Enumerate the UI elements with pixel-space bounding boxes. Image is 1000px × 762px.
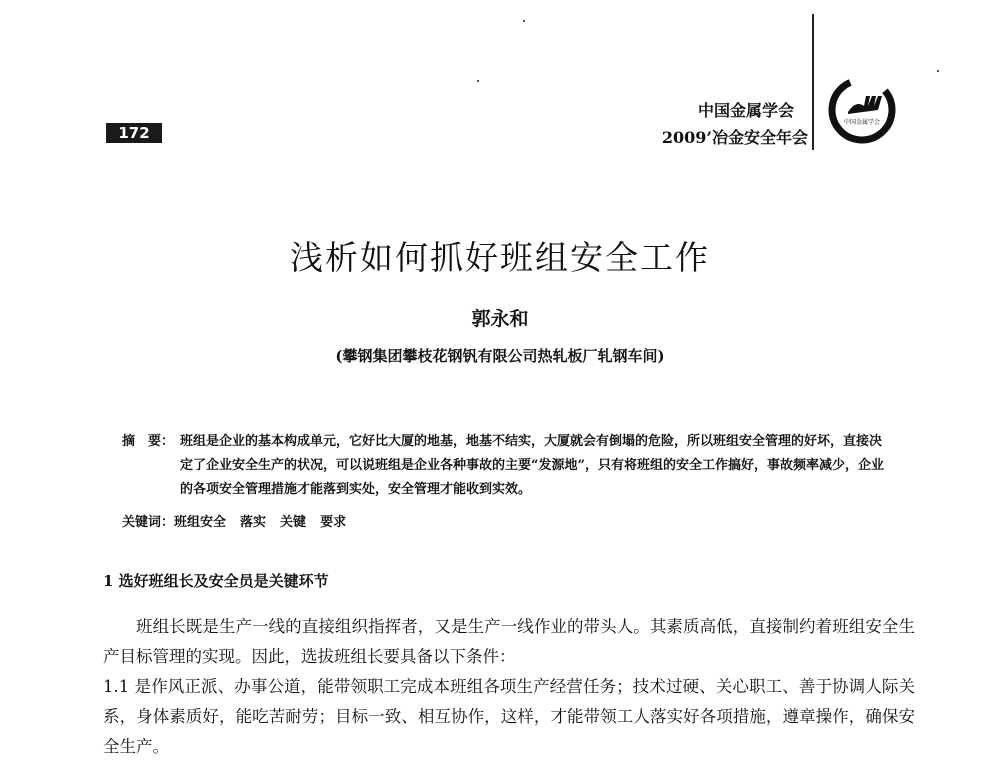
logo-caption: 中国金属学会 — [843, 119, 881, 126]
abstract-text: 班组是企业的基本构成单元，它好比大厦的地基，地基不结实，大厦就会有倒塌的危险，所以班组安全管理的好坏，直接决定了企业安全生产的状况，可以说班组是企业各种事故的主要“发源地”，只有将班组的安全工作搞好，事故频率减少，企业的各项安全管理措施才能落到实处，安全管理才能收到实效。 — [180, 434, 884, 497]
body-paragraph: 1.1 是作风正派、办事公道，能带领职工完成本班组各项生产经营任务；技术过硬、关心职工、善于协调人际关系，身体素质好，能吃苦耐劳；目标一致、相互协作，这样，才能带领工人落实好各项措施，遵章操作，确保安全生产。 — [103, 677, 915, 756]
conference-name: 2009’冶金安全年会 — [661, 128, 808, 147]
keyword: 落实 — [240, 515, 267, 530]
scan-speck — [523, 20, 525, 22]
keywords-label: 关键词： — [122, 515, 175, 530]
society-logo — [826, 74, 898, 146]
section-heading: 1 选好班组长及安全员是关键环节 — [103, 572, 329, 590]
header-divider — [812, 14, 814, 150]
author-affiliation: (攀钢集团攀枝花钢钒有限公司热轧板厂轧钢车间) — [335, 347, 665, 365]
abstract — [122, 430, 892, 502]
scan-speck — [937, 70, 939, 72]
page-number: 172 — [106, 123, 162, 143]
scan-speck — [477, 80, 479, 82]
keyword: 关键 — [280, 515, 307, 530]
keyword: 要求 — [320, 515, 347, 530]
keywords — [122, 511, 360, 530]
society-name: 中国金属学会 — [697, 101, 794, 120]
author-name: 郭永和 — [471, 308, 529, 330]
paper-title: 浅析如何抓好班组安全工作 — [290, 238, 710, 277]
body-paragraph: 班组长既是生产一线的直接组织指挥者，又是生产一线作业的带头人。其素质高低，直接制约着班组安全生产目标管理的实现。因此，选拔班组长要具备以下条件： — [103, 617, 915, 666]
abstract-label: 摘 要： — [122, 434, 175, 449]
keyword: 班组安全 — [174, 515, 227, 530]
